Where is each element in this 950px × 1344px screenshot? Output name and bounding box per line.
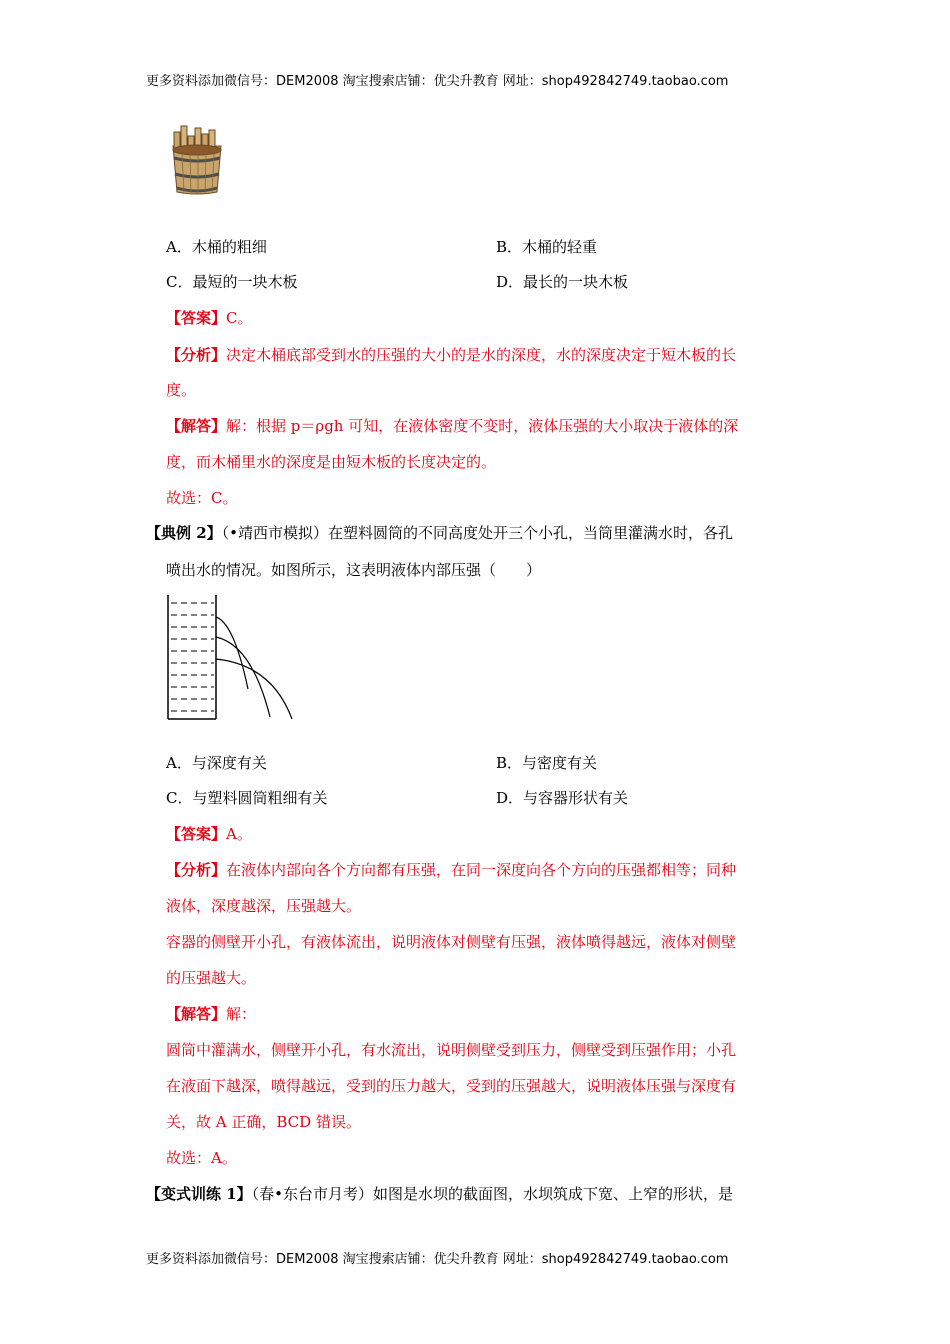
q2-option-d: D．与容器形状有关 [496, 789, 629, 807]
q2-tag: 【典例 2】 [146, 524, 222, 542]
q1-analysis-line2: 度。 [166, 381, 197, 399]
q2-option-c: C．与塑料圆筒粗细有关 [166, 789, 328, 807]
water-cylinder-figure [164, 593, 296, 723]
wooden-barrel-figure [168, 124, 226, 196]
q2-solution-tag: 【解答】 [166, 1005, 227, 1023]
q2-stem-text1: （•靖西市模拟）在塑料圆筒的不同高度处开三个小孔，当筒里灌满水时，各孔 [221, 524, 734, 542]
q2-option-b: B．与密度有关 [496, 754, 598, 772]
q2-solution-head [166, 1004, 256, 1024]
q2-solution-line3: 关，故 A 正确，BCD 错误。 [166, 1113, 361, 1131]
q1-solution-tag: 【解答】 [166, 417, 227, 435]
q2-answer [166, 824, 252, 844]
q2-analysis-text1: 在液体内部向各个方向都有压强，在同一深度向各个方向的压强都相等；同种 [226, 861, 737, 879]
q2-solution-line2: 在液面下越深，喷得越远，受到的压力越大，受到的压强越大，说明液体压强与深度有 [166, 1077, 737, 1095]
q2-option-a: A．与深度有关 [166, 754, 267, 772]
q1-solution-line2: 度，而木桶里水的深度是由短木板的长度决定的。 [166, 453, 497, 471]
page-footer: 更多资料添加微信号：DEM2008 淘宝搜索店铺：优尖升教育 网址：shop492842749.taobao.com [146, 1252, 729, 1267]
q1-solution-text1: 解：根据 p＝ρgh 可知，在液体密度不变时，液体压强的大小取决于液体的深 [226, 417, 739, 435]
q2-analysis-line3: 容器的侧壁开小孔，有液体流出，说明液体对侧壁有压强，液体喷得越远，液体对侧壁 [166, 933, 737, 951]
q1-option-b: B．木桶的轻重 [496, 238, 598, 256]
q2-stem-line2: 喷出水的情况。如图所示，这表明液体内部压强（ ） [166, 561, 542, 579]
q2-stem-line1 [146, 523, 733, 543]
q3-stem-text1: （春•东台市月考）如图是水坝的截面图，水坝筑成下宽、上窄的形状，是 [251, 1185, 734, 1203]
q2-analysis-line2: 液体，深度越深，压强越大。 [166, 897, 362, 915]
q1-option-d: D．最长的一块木板 [496, 273, 629, 291]
q2-answer-tag: 【答案】 [166, 825, 227, 843]
q1-choice: 故选：C。 [166, 489, 238, 507]
page-header: 更多资料添加微信号：DEM2008 淘宝搜索店铺：优尖升教育 网址：shop492842749.taobao.com [146, 74, 729, 89]
q2-choice: 故选：A。 [166, 1149, 237, 1167]
q2-answer-text: A。 [226, 825, 252, 843]
q1-answer-tag: 【答案】 [166, 309, 227, 327]
q1-analysis-line1 [166, 345, 736, 365]
q3-tag: 【变式训练 1】 [146, 1185, 252, 1203]
q1-solution-line1 [166, 416, 738, 436]
q1-answer-text: C。 [226, 309, 253, 327]
q1-option-c: C．最短的一块木板 [166, 273, 298, 291]
q1-answer [166, 308, 253, 328]
q2-solution-line1: 圆筒中灌满水，侧壁开小孔，有水流出，说明侧壁受到压力，侧壁受到压强作用；小孔 [166, 1041, 737, 1059]
q1-analysis-text1: 决定木桶底部受到水的压强的大小的是水的深度，水的深度决定于短木板的长 [226, 346, 737, 364]
q3-stem-line1 [146, 1184, 733, 1204]
q2-analysis-line1 [166, 860, 736, 880]
q2-analysis-line4: 的压强越大。 [166, 969, 257, 987]
q2-solution-head-text: 解： [226, 1005, 257, 1023]
q1-analysis-tag: 【分析】 [166, 346, 227, 364]
q2-analysis-tag: 【分析】 [166, 861, 227, 879]
q1-option-a: A．木桶的粗细 [166, 238, 267, 256]
